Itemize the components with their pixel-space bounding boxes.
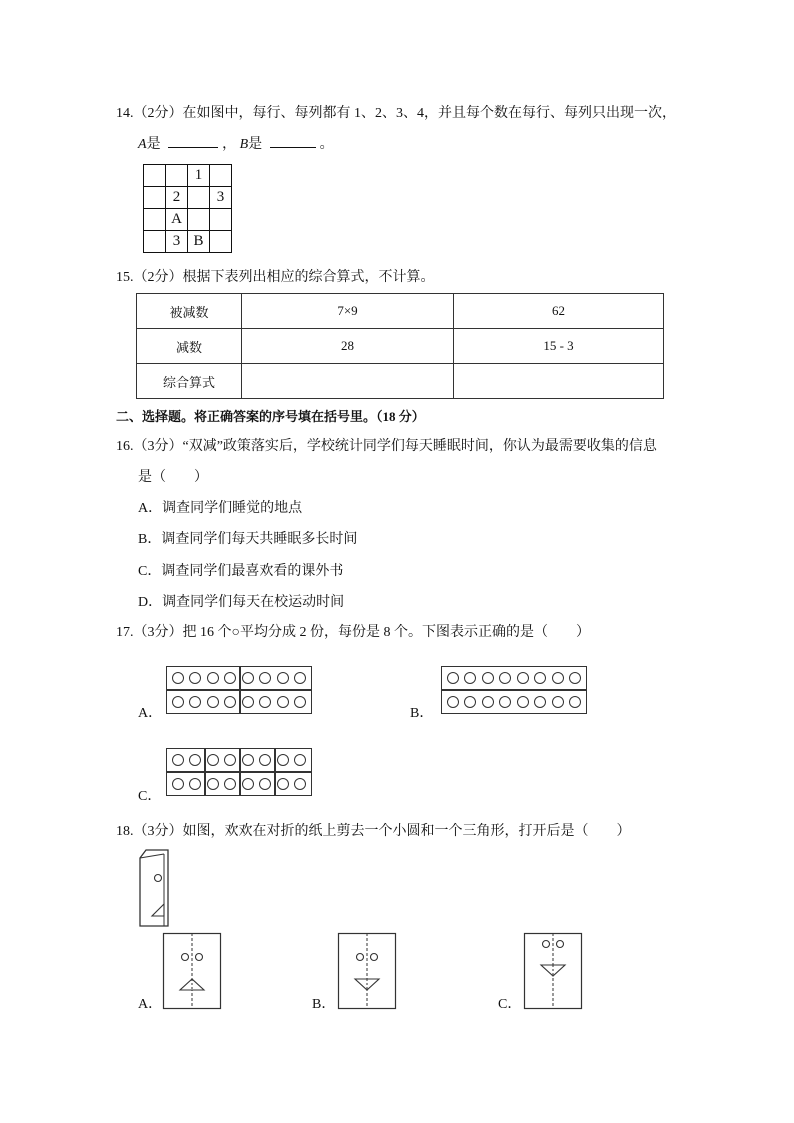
grid-cell: 3 (210, 187, 232, 209)
circle-mark (482, 696, 494, 708)
q17-figure-a[interactable] (166, 666, 312, 714)
circle-mark (242, 696, 254, 708)
grid-cell (144, 231, 166, 253)
circle-mark (242, 754, 254, 766)
q18-stem: 18.（3分）如图，欢欢在对折的纸上剪去一个小圆和一个三角形，打开后是（ ） (116, 824, 631, 839)
table-cell: 62 (454, 294, 664, 329)
answer-cell[interactable] (454, 364, 664, 399)
q16-stem-line1: 16.（3分）“双减”政策落实后，学校统计同学们每天睡眠时间，你认为最需要收集的信息 (116, 439, 657, 454)
q16-option-a[interactable]: A．调查同学们睡觉的地点 (138, 501, 303, 516)
q18-figure-a[interactable] (163, 933, 221, 1009)
figure-divider (204, 748, 206, 796)
q17-option-a-label[interactable]: A． (138, 706, 163, 721)
circle-mark (552, 672, 564, 684)
section-2-heading: 二、选择题。将正确答案的序号填在括号里。（18 分） (116, 409, 425, 424)
q15-stem: 15.（2分）根据下表列出相应的综合算式，不计算。 (116, 270, 435, 285)
grid-cell: 2 (166, 187, 188, 209)
row-header: 综合算式 (137, 364, 242, 399)
circle-mark (277, 672, 289, 684)
circle-mark (172, 754, 184, 766)
q14-b-label: B (239, 137, 249, 152)
circle-mark (172, 778, 184, 790)
circle-mark (207, 754, 219, 766)
table-row (137, 364, 664, 399)
grid-row (144, 187, 232, 209)
q14-end: 。 (319, 137, 334, 152)
q14-a-label: A (138, 137, 147, 152)
folded-paper-figure (138, 848, 170, 930)
figure-divider (239, 666, 241, 714)
q14-sep: ， (222, 137, 237, 152)
grid-cell (210, 165, 232, 187)
q14-sudoku-grid (143, 164, 232, 253)
q16-stem-line2: 是（ ） (138, 470, 208, 485)
row-header: 减数 (137, 329, 242, 364)
circle-mark (207, 696, 219, 708)
q17-figure-b[interactable] (441, 666, 587, 714)
circle-mark (277, 696, 289, 708)
figure-divider (441, 689, 587, 691)
grid-cell (210, 231, 232, 253)
q16-option-b[interactable]: B．调查同学们每天共睡眠多长时间 (138, 532, 358, 547)
q18-figure-c[interactable] (524, 933, 582, 1009)
circle-mark (172, 696, 184, 708)
circle-mark (447, 672, 459, 684)
table-cell: 7×9 (242, 294, 454, 329)
grid-row (144, 231, 232, 253)
circle-mark (242, 778, 254, 790)
grid-cell (188, 209, 210, 231)
circle-mark (277, 778, 289, 790)
q18-option-a-label[interactable]: A． (138, 997, 163, 1012)
q17-option-c-label[interactable]: C． (138, 789, 162, 804)
grid-cell (166, 165, 188, 187)
q14-stem: 14.（2分）在如图中，每行、每列都有 1、2、3、4，并且每个数在每行、每列只出现一次， (116, 106, 676, 121)
row-header: 被减数 (137, 294, 242, 329)
circle-mark (207, 672, 219, 684)
q14-a-is: 是 (146, 137, 161, 152)
q17-stem: 17.（3分）把 16 个○平均分成 2 份，每份是 8 个。下图表示正确的是（ ） (116, 625, 590, 640)
circle-mark (277, 754, 289, 766)
circle-mark (447, 696, 459, 708)
circle-mark (517, 696, 529, 708)
table-row (137, 329, 664, 364)
answer-cell[interactable] (242, 364, 454, 399)
q17-figure-c[interactable] (166, 748, 312, 796)
table-cell: 28 (242, 329, 454, 364)
q16-option-c[interactable]: C．调查同学们最喜欢看的课外书 (138, 564, 344, 579)
grid-cell (144, 209, 166, 231)
q14-a-blank[interactable] (168, 133, 218, 148)
q14-b-is: 是 (248, 137, 263, 152)
q14-b-blank[interactable] (270, 133, 316, 148)
grid-row (144, 165, 232, 187)
q18-figure-b[interactable] (338, 933, 396, 1009)
q17-option-b-label[interactable]: B． (410, 706, 434, 721)
circle-mark (207, 778, 219, 790)
q18-option-c-label[interactable]: C． (498, 997, 522, 1012)
circle-mark (172, 672, 184, 684)
circle-mark (482, 672, 494, 684)
grid-cell: A (166, 209, 188, 231)
grid-cell: 1 (188, 165, 210, 187)
grid-cell: B (188, 231, 210, 253)
grid-cell (144, 165, 166, 187)
circle-mark (242, 672, 254, 684)
grid-cell (210, 209, 232, 231)
grid-cell (188, 187, 210, 209)
q15-table (136, 293, 664, 399)
q16-option-d[interactable]: D．调查同学们每天在校运动时间 (138, 595, 345, 610)
circle-mark (517, 672, 529, 684)
figure-divider (239, 748, 241, 796)
q14-answer-line (138, 133, 334, 155)
figure-divider (274, 748, 276, 796)
table-cell: 15 - 3 (454, 329, 664, 364)
table-row (137, 294, 664, 329)
grid-row (144, 209, 232, 231)
circle-mark (552, 696, 564, 708)
grid-cell (144, 187, 166, 209)
q18-option-b-label[interactable]: B． (312, 997, 336, 1012)
grid-cell: 3 (166, 231, 188, 253)
